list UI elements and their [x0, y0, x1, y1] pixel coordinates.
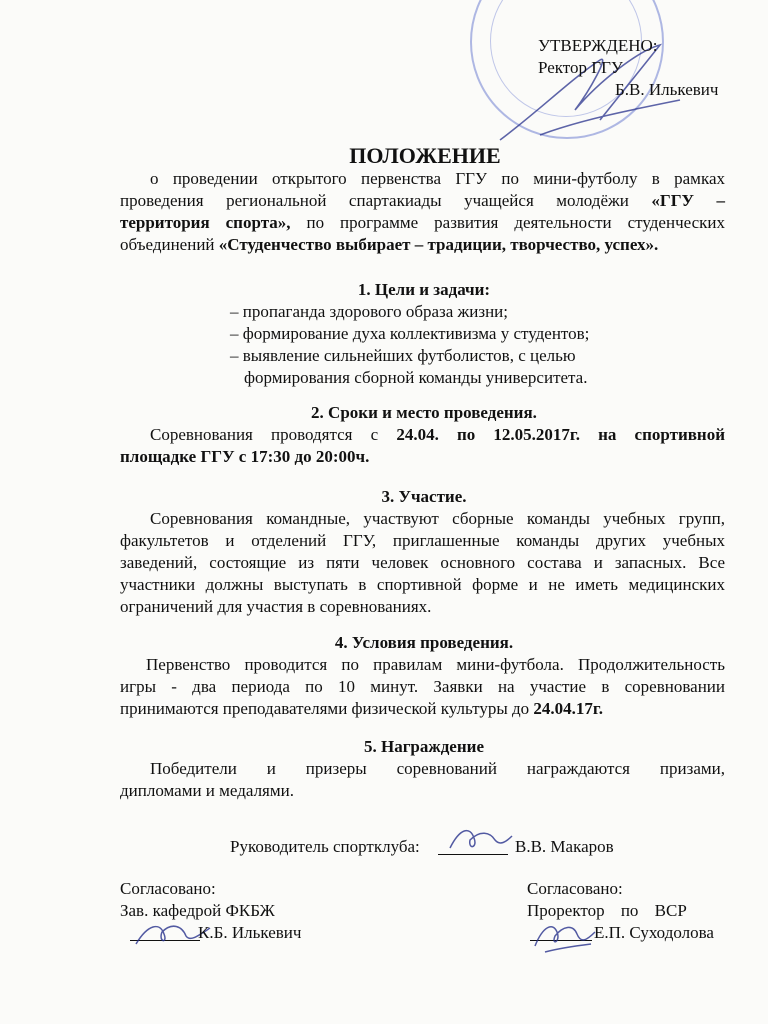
- participation-line-2: факультетов и отделений ГГУ, приглашенные команды других учебных: [120, 531, 725, 550]
- club-head-signature: [440, 818, 520, 858]
- dates-line-1: Соревнования проводятся с 24.04. по 12.05.2017г. на спортивной: [150, 425, 726, 444]
- left-agreed-label: Согласовано:: [120, 879, 216, 898]
- participation-line-4: участники должны выступать в спортивной форме и не иметь медицинских: [120, 575, 725, 594]
- document-title: ПОЛОЖЕНИЕ: [349, 143, 501, 168]
- right-position: Проректор по ВСР: [527, 901, 687, 920]
- section-2-heading: 2. Сроки и место проведения.: [311, 403, 537, 422]
- right-signature: [525, 912, 605, 956]
- intro-line-1: о проведении открытого первенства ГГУ по мини-футболу в рамках: [150, 169, 725, 188]
- left-position: Зав. кафедрой ФКБЖ: [120, 901, 275, 920]
- club-head-name: В.В. Макаров: [515, 837, 614, 856]
- conditions-line-1: Первенство проводится по правилам мини-футбола. Продолжительность: [146, 655, 725, 674]
- dates-line-2: площадке ГГУ с 17:30 до 20:00ч.: [120, 447, 370, 466]
- section-3-heading: 3. Участие.: [381, 487, 467, 506]
- approval-name: Б.В. Илькевич: [615, 80, 719, 99]
- club-head-label: Руководитель спортклуба:: [230, 837, 420, 856]
- section-4-heading: 4. Условия проведения.: [334, 633, 514, 652]
- approval-position: Ректор ГГУ: [538, 58, 623, 77]
- goal-item-3-cont: формирования сборной команды университета.: [244, 368, 588, 387]
- right-name: Е.П. Суходолова: [594, 923, 714, 942]
- awards-line-1: Победители и призеры соревнований награждаются призами,: [150, 759, 725, 778]
- conditions-line-2: игры - два периода по 10 минут. Заявки на участие в соревновании: [120, 677, 725, 696]
- right-agreed-label: Согласовано:: [527, 879, 623, 898]
- intro-line-3: территория спорта», по программе развития деятельности студенческих: [120, 213, 725, 232]
- left-name: К.Б. Илькевич: [198, 923, 302, 942]
- awards-line-2: дипломами и медалями.: [120, 781, 294, 800]
- intro-line-2: проведения региональной спартакиады учащейся молодёжи «ГГУ –: [120, 191, 726, 210]
- section-1-heading: 1. Цели и задачи:: [357, 280, 491, 299]
- intro-line-4: объединений «Студенчество выбирает – традиции, творчество, успех».: [120, 235, 659, 254]
- conditions-line-3: принимаются преподавателями физической культуры до 24.04.17г.: [120, 699, 603, 718]
- goal-item-1: – пропаганда здорового образа жизни;: [230, 302, 509, 321]
- goal-item-2: – формирование духа коллективизма у студентов;: [230, 324, 590, 343]
- participation-line-5: ограничений для участия в соревнованиях.: [120, 597, 432, 616]
- approval-label: УТВЕРЖДЕНО:: [538, 36, 658, 55]
- participation-line-1: Соревнования командные, участвуют сборные команды учебных групп,: [150, 509, 725, 528]
- goal-item-3: – выявление сильнейших футболистов, с целью: [230, 346, 576, 365]
- section-5-heading: 5. Награждение: [363, 737, 484, 756]
- participation-line-3: заведений, состоящие из пяти человек основного состава и запасных. Все: [120, 553, 725, 572]
